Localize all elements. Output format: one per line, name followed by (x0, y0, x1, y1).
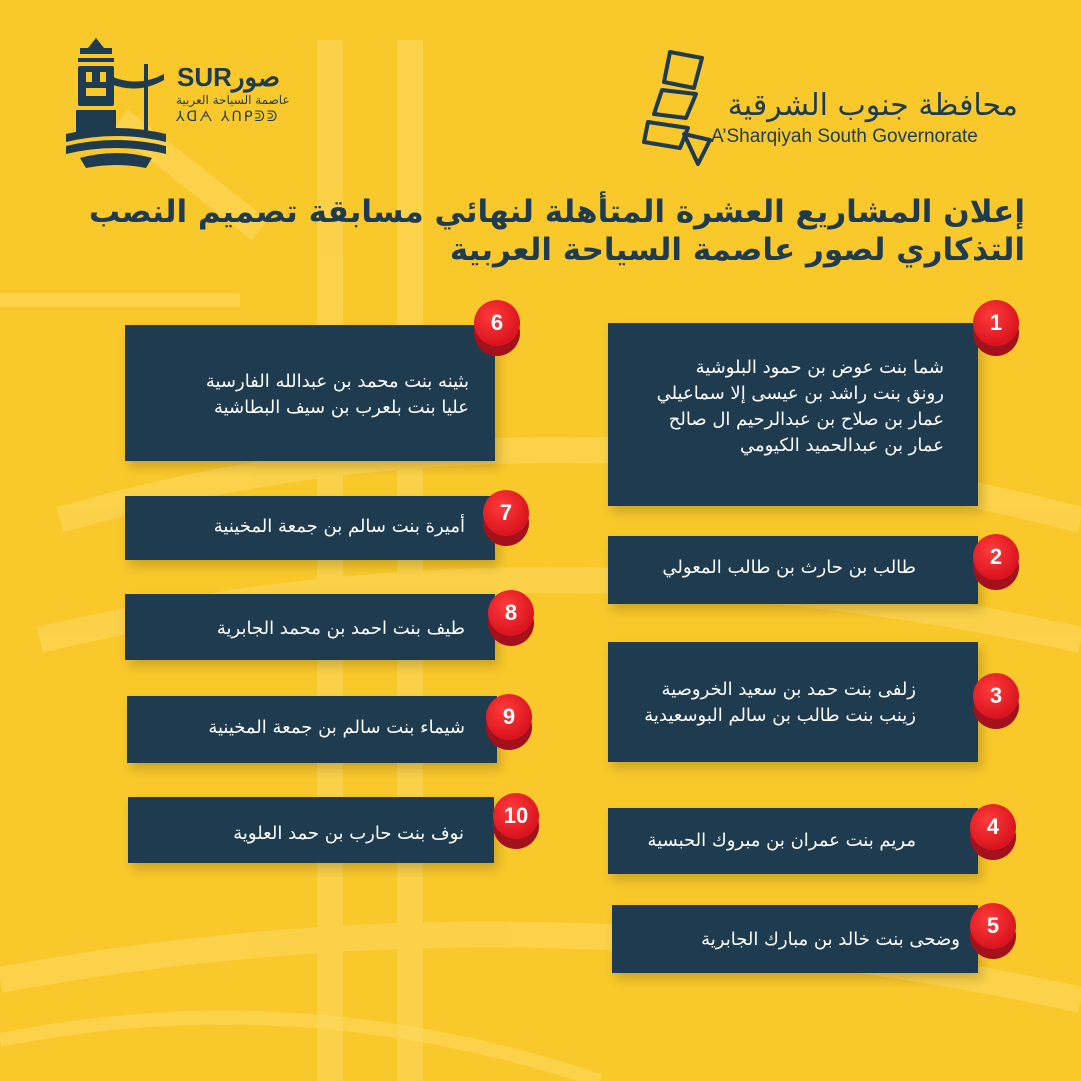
sur-script-text: ⅄ᗡᗅ ⅄ᑎᑭᕲᕲ (176, 109, 280, 125)
badge-number: 10 (493, 793, 539, 839)
project-card-6 (125, 325, 495, 461)
project-card-7 (125, 496, 495, 560)
project-10-name-1: نوف بنت حارب بن حمد العلوية (233, 823, 464, 844)
number-badge-1 (973, 300, 1019, 346)
project-card-5 (612, 905, 978, 973)
sur-tower-logo (66, 34, 170, 172)
project-5-name-1: وضحى بنت خالد بن مبارك الجابرية (701, 929, 960, 950)
badge-number: 9 (486, 694, 532, 740)
project-card-1 (608, 323, 978, 506)
project-card-9 (127, 696, 497, 763)
badge-number: 8 (488, 590, 534, 636)
badge-number: 7 (483, 490, 529, 536)
project-card-2 (608, 536, 978, 604)
project-card-8 (125, 594, 495, 660)
project-8-name-1: طيف بنت احمد بن محمد الجابرية (216, 618, 465, 639)
number-badge-9 (486, 694, 532, 740)
page-title (88, 193, 1025, 269)
project-card-10 (128, 797, 494, 863)
project-card-4 (608, 808, 978, 874)
project-7-name-1: أميرة بنت سالم بن جمعة المخينية (213, 516, 465, 537)
number-badge-6 (474, 300, 520, 346)
badge-number: 1 (973, 300, 1019, 346)
governorate-name-english: A’Sharqiyah South Governorate (711, 126, 978, 147)
governorate-name-arabic: محافظة جنوب الشرقية (727, 88, 1018, 123)
title-line-2: التذكاري لصور عاصمة السياحة العربية (449, 232, 1025, 268)
governorate-logo (640, 48, 720, 168)
project-1-name-4: عمار بن عبدالحميد الكيومي (739, 435, 944, 456)
project-3-name-1: زلفى بنت حمد بن سعيد الخروصية (661, 679, 916, 700)
number-badge-2 (973, 534, 1019, 580)
project-6-name-1: بثينه بنت محمد بن عبدالله الفارسية (205, 371, 469, 392)
badge-number: 3 (973, 673, 1019, 719)
sur-wordmark: SURصور (177, 62, 280, 92)
title-line-1: إعلان المشاريع العشرة المتأهلة لنهائي مسابقة تصميم النصب (88, 194, 1025, 230)
project-1-name-3: عمار بن صلاح بن عبدالرحيم ال صالح (668, 409, 944, 430)
number-badge-7 (483, 490, 529, 536)
project-9-name-1: شيماء بنت سالم بن جمعة المخينية (208, 717, 465, 738)
project-6-name-2: عليا بنت بلعرب بن سيف البطاشية (213, 397, 469, 418)
project-card-3 (608, 642, 978, 762)
project-4-name-1: مريم بنت عمران بن مبروك الحبسية (647, 830, 916, 851)
number-badge-3 (973, 673, 1019, 719)
number-badge-10 (493, 793, 539, 839)
badge-number: 5 (970, 903, 1016, 949)
project-1-name-2: رونق بنت راشد بن عيسى إلا سماعيلي (656, 383, 944, 404)
project-2-name-1: طالب بن حارث بن طالب المعولي (662, 557, 916, 578)
project-3-name-2: زينب بنت طالب بن سالم البوسعيدية (644, 705, 916, 726)
project-1-name-1: شما بنت عوض بن حمود البلوشية (695, 357, 944, 378)
badge-number: 2 (973, 534, 1019, 580)
sur-tagline: عاصمة السياحة العربية (176, 93, 290, 107)
number-badge-4 (970, 804, 1016, 850)
number-badge-5 (970, 903, 1016, 949)
badge-number: 6 (474, 300, 520, 346)
badge-number: 4 (970, 804, 1016, 850)
number-badge-8 (488, 590, 534, 636)
